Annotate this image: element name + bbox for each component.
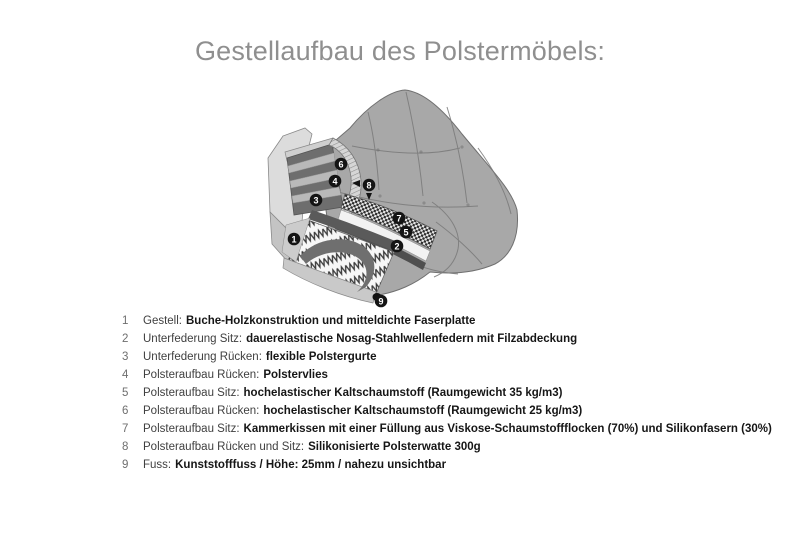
legend-number: 5 xyxy=(122,387,129,399)
legend-detail: flexible Polstergurte xyxy=(265,351,377,363)
legend-detail: hochelastischer Kaltschaumstoff (Raumgewicht 35 kg/m3) xyxy=(243,387,563,399)
legend-label: Polsteraufbau Rücken und Sitz: xyxy=(143,441,305,453)
legend-item-1 xyxy=(122,314,800,329)
legend-item-3 xyxy=(122,350,800,365)
legend-detail: hochelastischer Kaltschaumstoff (Raumgewicht 25 kg/m3) xyxy=(263,405,583,417)
svg-text:3: 3 xyxy=(313,195,319,206)
svg-text:8: 8 xyxy=(366,180,372,191)
svg-text:9: 9 xyxy=(378,296,384,307)
legend-number: 4 xyxy=(122,369,129,381)
legend-number: 3 xyxy=(122,351,129,363)
marker-badge-6 xyxy=(335,158,348,171)
legend-detail: Buche-Holzkonstruktion und mitteldichte Faserplatte xyxy=(186,315,476,327)
legend-label: Unterfederung Rücken: xyxy=(143,351,262,363)
legend-label: Polsteraufbau Sitz: xyxy=(143,387,240,399)
legend-label: Fuss: xyxy=(143,459,172,471)
legend-detail: Kammerkissen mit einer Füllung aus Viskose-Schaumstoffflocken (70%) und Silikonfasern (30%) xyxy=(243,423,772,435)
legend-item-6 xyxy=(122,404,800,419)
marker-badge-5 xyxy=(400,226,413,239)
svg-text:1: 1 xyxy=(291,234,297,245)
legend-label: Polsteraufbau Rücken: xyxy=(143,405,260,417)
svg-text:4: 4 xyxy=(332,176,338,187)
legend-detail: Kunststofffuss / Höhe: 25mm / nahezu unsichtbar xyxy=(175,459,447,471)
svg-text:5: 5 xyxy=(403,227,409,238)
legend-label: Unterfederung Sitz: xyxy=(143,333,243,345)
legend-number: 7 xyxy=(122,423,129,435)
legend-detail: Polstervlies xyxy=(263,369,328,381)
marker-badge-3 xyxy=(310,194,323,207)
marker-badge-2 xyxy=(391,240,404,253)
page-title: Gestellaufbau des Polstermöbels: xyxy=(194,36,606,66)
legend-item-7 xyxy=(122,422,800,437)
svg-text:2: 2 xyxy=(394,241,400,252)
legend-item-5 xyxy=(122,386,800,401)
legend-label: Polsteraufbau Sitz: xyxy=(143,423,240,435)
svg-text:7: 7 xyxy=(396,213,402,224)
marker-badge-7 xyxy=(393,212,406,225)
legend-detail: Silikonisierte Polsterwatte 300g xyxy=(308,441,481,453)
legend-label: Gestell: xyxy=(143,315,182,327)
marker-badge-1 xyxy=(288,233,301,246)
legend-item-8 xyxy=(122,440,800,455)
marker-badge-9 xyxy=(375,295,388,308)
sofa-cutaway-diagram xyxy=(255,78,565,313)
legend-number: 2 xyxy=(122,333,129,345)
legend-detail: dauerelastische Nosag-Stahlwellenfedern mit Filzabdeckung xyxy=(246,333,578,345)
svg-text:6: 6 xyxy=(338,159,344,170)
legend-label: Polsteraufbau Rücken: xyxy=(143,369,260,381)
legend-item-9 xyxy=(122,458,800,473)
legend-number: 1 xyxy=(122,315,129,327)
marker-badge-8 xyxy=(363,179,376,192)
legend-list xyxy=(122,314,800,476)
legend-number: 8 xyxy=(122,441,129,453)
legend-item-4 xyxy=(122,368,800,383)
legend-number: 9 xyxy=(122,459,129,471)
marker-badge-4 xyxy=(329,175,342,188)
legend-number: 6 xyxy=(122,405,129,417)
legend-item-2 xyxy=(122,332,800,347)
